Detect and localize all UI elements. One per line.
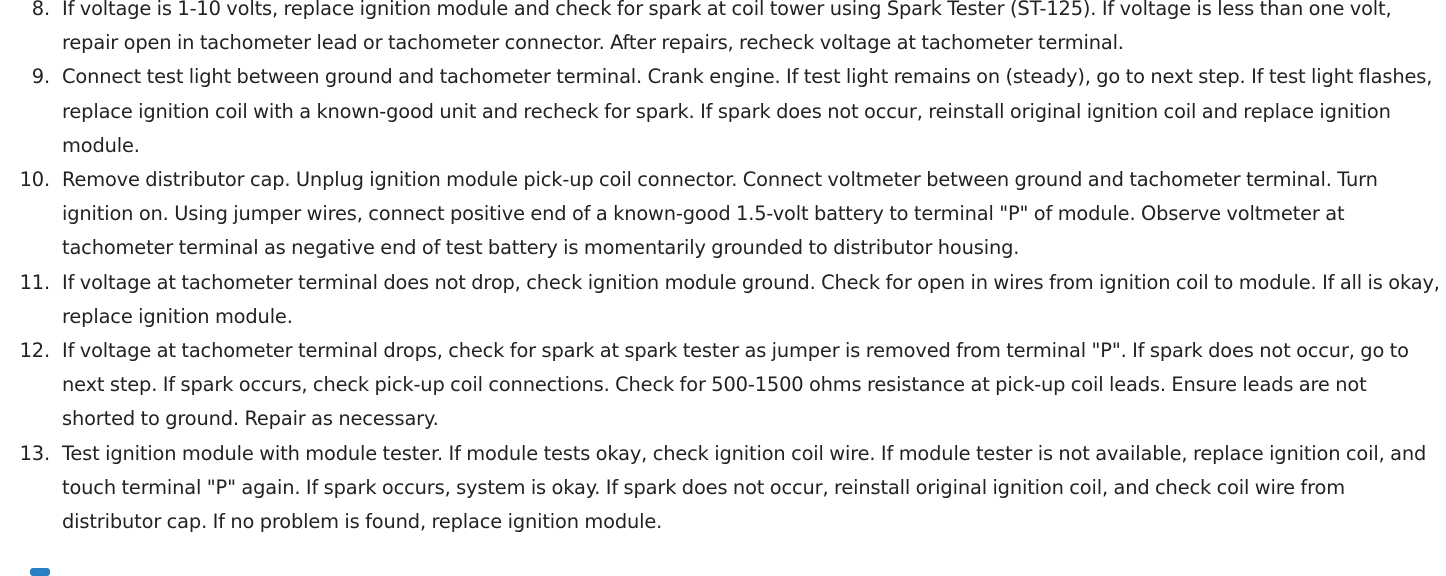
step-number: 9. — [31, 65, 50, 89]
step-text: Test ignition module with module tester. If module tests okay, check ignition coil wire. If module tester is not available, replace ignition coil, and touch terminal "P" again. If spark occurs, system is okay. If spark does not occur, reinstall original ignition coil, and check coil wire from distributor cap. If no problem is found, replace ignition module. — [62, 441, 1427, 534]
step-text: Connect test light between ground and tachometer terminal. Crank engine. If test light remains on (steady), go to next step. If test light flashes, replace ignition coil with a known-good unit and recheck for spark. If spark does not occur, reinstall original ignition coil and replace ignition module. — [62, 65, 1433, 157]
list-item — [0, 163, 1446, 266]
step-number: 13. — [19, 441, 50, 465]
list-item — [0, 0, 1446, 60]
step-text: If voltage is 1-10 volts, replace ignition module and check for spark at coil tower using Spark Tester (ST-125). If voltage is less than one volt, repair open in tachometer lead or tachometer connector. After repairs, recheck voltage at tachometer terminal. — [62, 0, 1392, 55]
step-text: If voltage at tachometer terminal drops, check for spark at spark tester as jumper is removed from terminal "P". If spark does not occur, go to next step. If spark occurs, check pick-up coil connections. Check for 500-1500 ohms resistance at pick-up coil leads. Ensure leads are not shorted to ground. Repair as necessary. — [62, 339, 1409, 431]
step-number: 10. — [19, 168, 50, 192]
step-text: Remove distributor cap. Unplug ignition module pick-up coil connector. Connect voltmeter between ground and tachometer terminal. Turn ignition on. Using jumper wires, connect positive end of a known-good 1.5-volt battery to terminal "P" of module. Observe voltmeter at tachometer terminal as negative end of test battery is momentarily grounded to distributor housing. — [62, 168, 1378, 260]
step-number: 8. — [31, 0, 50, 20]
step-text: If voltage at tachometer terminal does not drop, check ignition module ground. Check for open in wires from ignition coil to module. If all is okay, replace ignition module. — [62, 270, 1440, 328]
scroll-marker-icon[interactable] — [30, 568, 50, 576]
list-item — [0, 266, 1446, 334]
step-number: 12. — [19, 339, 50, 363]
list-item — [0, 334, 1446, 437]
step-number: 11. — [19, 270, 50, 294]
list-item — [0, 437, 1446, 540]
list-item — [0, 60, 1446, 163]
